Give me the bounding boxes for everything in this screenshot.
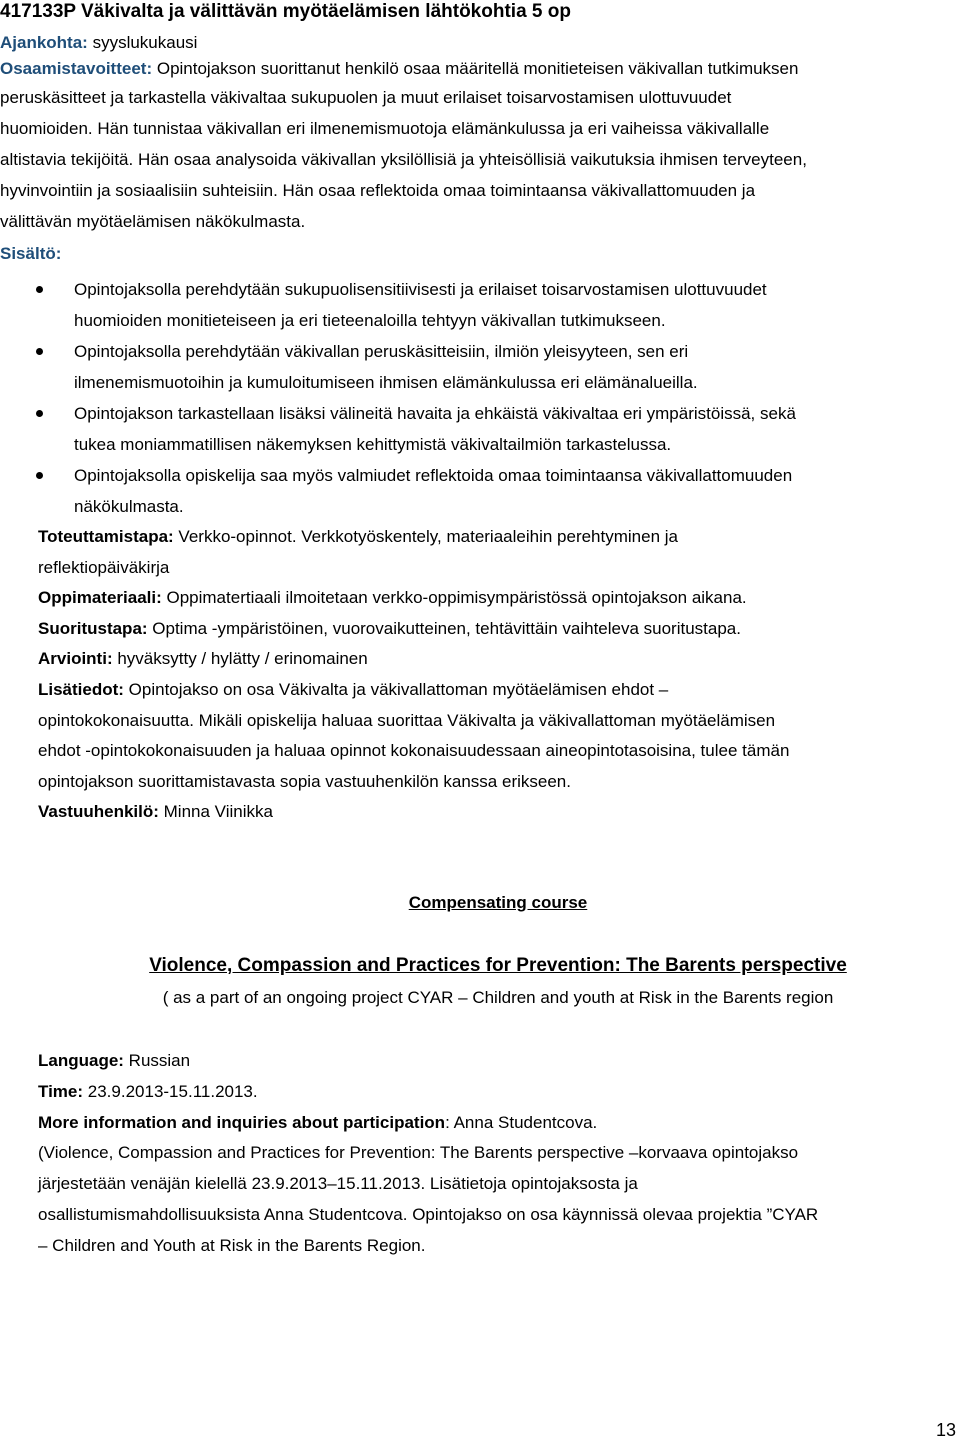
arviointi-label: Arviointi:	[38, 649, 113, 669]
list-item-line: Opintojakson tarkastellaan lisäksi välineitä havaita ja ehkäistä väkivaltaa eri ympäristöissä, sekä	[74, 404, 796, 423]
toteuttamistapa-value: Verkko-opinnot. Verkkotyöskentely, materiaaleihin perehtyminen ja	[173, 527, 678, 546]
osaamistavoitteet-line: välittävän myötäelämisen näkökulmasta.	[0, 212, 306, 231]
course-heading: 417133P Väkivalta ja välittävän myötäelämisen lähtökohtia 5 op	[0, 1, 571, 22]
list-item	[0, 460, 950, 522]
time-row	[38, 1077, 953, 1108]
list-item-line: näkökulmasta.	[74, 497, 184, 516]
time-label: Time:	[38, 1081, 84, 1101]
course-practicalities	[38, 522, 953, 828]
info-value: : Anna Studentcova.	[445, 1112, 598, 1132]
vastuuhenkilo-row	[38, 797, 953, 828]
toteuttamistapa-label: Toteuttamistapa:	[38, 527, 174, 546]
page-number: 13	[935, 1420, 956, 1440]
toteuttamistapa-row	[38, 522, 953, 553]
toteuttamistapa-cont: reflektiopäiväkirja	[38, 557, 170, 577]
osaamistavoitteet-text: Opintojakson suorittanut henkilö osaa määritellä monitieteisen väkivallan tutkimuksen	[152, 59, 799, 78]
language-label: Language:	[38, 1051, 124, 1070]
lisatiedot-row	[38, 675, 953, 706]
suoritustapa-value: Optima -ympäristöinen, vuorovaikutteinen, tehtävittäin vaihteleva suoritustapa.	[147, 618, 741, 638]
list-item-line: Opintojaksolla opiskelija saa myös valmiudet reflektoida omaa toimintaansa väkivallattomuuden	[74, 466, 793, 485]
osaamistavoitteet-line: hyvinvointiin ja sosiaalisiin suhteisiin. Hän osaa reflektoida omaa toimintaansa väkivallattomuuden ja	[0, 181, 756, 200]
suoritustapa-row	[38, 614, 953, 645]
lisatiedot-line: ehdot -opintokokonaisuuden ja haluaa opinnot kokonaisuudessaan aineopintotasoisina, tulee tämän	[38, 741, 790, 761]
suoritustapa-label: Suoritustapa:	[38, 618, 148, 638]
bullet-icon	[36, 348, 43, 355]
finnish-note-line: osallistumismahdollisuuksista Anna Studentcova. Opintojakso on osa käynnissä olevaa projektia ”CYAR	[38, 1204, 819, 1224]
oppimateriaali-label: Oppimateriaali:	[38, 588, 162, 608]
osaamistavoitteet-line: huomioiden. Hän tunnistaa väkivallan eri ilmenemismuotoja elämänkulussa ja eri vaiheissa väkivallalle	[0, 119, 770, 138]
arviointi-value: hyväksytty / hylätty / erinomainen	[112, 649, 368, 669]
list-item-line: tukea moniammatillisen näkemyksen kehittymistä väkivaltailmiön tarkastelussa.	[74, 435, 672, 454]
bullet-icon	[36, 286, 43, 293]
ajankohta-label: Ajankohta:	[0, 33, 88, 52]
sisalto-label: Sisältö:	[0, 244, 62, 263]
list-item	[0, 274, 950, 336]
language-row	[38, 1046, 953, 1077]
bullet-icon	[36, 410, 43, 417]
lisatiedot-line: opintokokonaisuutta. Mikäli opiskelija haluaa suorittaa Väkivalta ja väkivallattoman myötäelämisen	[38, 710, 776, 730]
list-item-line: huomioiden monitieteiseen ja eri tieteenaloilla tehtyyn väkivallan tutkimukseen.	[74, 311, 666, 330]
vastuuhenkilo-label: Vastuuhenkilö:	[38, 802, 159, 822]
list-item-line: Opintojaksolla perehdytään väkivallan peruskäsitteisiin, ilmiön yleisyyteen, sen eri	[74, 342, 689, 361]
finnish-note-line: järjestetään venäjän kielellä 23.9.2013–15.11.2013. Lisätietoja opintojaksosta ja	[38, 1174, 638, 1194]
info-row	[38, 1108, 953, 1139]
ajankohta-value: syyslukukausi	[87, 33, 198, 52]
language-value: Russian	[123, 1051, 191, 1070]
bullet-icon	[36, 472, 43, 479]
list-item-line: Opintojaksolla perehdytään sukupuolisensitiivisesti ja erilaiset toisarvostamisen ulottuvuudet	[74, 280, 767, 299]
finnish-note-line: – Children and Youth at Risk in the Barents Region.	[38, 1235, 426, 1255]
vastuuhenkilo-value: Minna Viinikka	[158, 802, 273, 822]
info-label: More information and inquiries about participation	[38, 1112, 446, 1132]
finnish-note-line: (Violence, Compassion and Practices for Prevention: The Barents perspective –korvaava opintojakso	[38, 1143, 799, 1163]
oppimateriaali-value: Oppimatertiaali ilmoitetaan verkko-oppimisympäristössä opintojakson aikana.	[161, 588, 747, 608]
lisatiedot-value: Opintojakso on osa Väkivalta ja väkivallattoman myötäelämisen ehdot –	[123, 679, 669, 699]
course-details	[0, 30, 958, 237]
osaamistavoitteet-label: Osaamistavoitteet:	[0, 59, 153, 78]
lisatiedot-line: opintojakson suorittamistavasta sopia vastuuhenkilön kanssa erikseen.	[38, 771, 571, 791]
list-item	[0, 398, 950, 460]
lisatiedot-label: Lisätiedot:	[38, 679, 124, 699]
osaamistavoitteet-line: peruskäsitteet ja tarkastella väkivaltaa sukupuolen ja muut erilaiset toisarvostamisen ulottuvuudet	[0, 88, 732, 107]
compensating-details	[38, 1046, 953, 1262]
sisalto-list	[0, 274, 950, 522]
ajankohta-row	[0, 30, 958, 56]
osaamistavoitteet-row	[0, 56, 958, 82]
compensating-course-title: Violence, Compassion and Practices for Prevention: The Barents perspective	[149, 955, 847, 976]
list-item-line: ilmenemismuotoihin ja kumuloitumiseen ihmisen elämänkulussa eri elämänalueilla.	[74, 373, 698, 392]
osaamistavoitteet-line: altistavia tekijöitä. Hän osaa analysoida väkivallan yksilöllisiä ja yhteisöllisiä vaikutuksia ihmisen terveyteen,	[0, 150, 807, 169]
compensating-heading: Compensating course	[408, 893, 588, 912]
time-value: 23.9.2013-15.11.2013.	[83, 1081, 258, 1101]
arviointi-row	[38, 644, 953, 675]
list-item	[0, 336, 950, 398]
oppimateriaali-row	[38, 583, 953, 614]
compensating-course-subtitle: ( as a part of an ongoing project CYAR – Children and youth at Risk in the Barents region	[162, 988, 834, 1007]
